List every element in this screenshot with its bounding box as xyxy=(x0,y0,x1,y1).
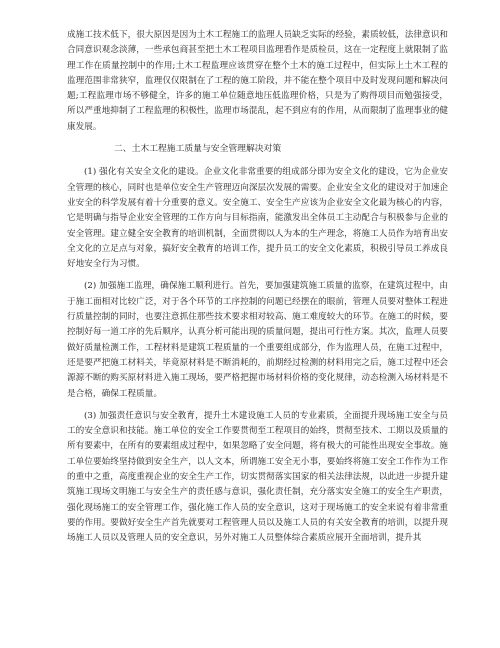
spacer xyxy=(67,157,448,165)
paragraph-3: (3) 加强责任意识与安全教育，提升土木建设施工人员的专业素质，全面提升现场施工安全与员工的安全意识和技能。施工单位的安全工作要贯彻至工程项目的始终，贯彻至技术、工期以及质量的所有要素中，在所有的要素组成过程中，如果忽略了安全问题，将有极大的可能性出现安全事故。施工单位要始终坚持做到安全生产，以人文本，所谓施工安全无小事，要始终将施工安全工作作为工作的重中之重，高度重视企业的安全生产工作，切实贯彻落实国家的相关法律法规，以此进一步提升建筑施工现场文明施工与安全生产的责任感与意识，强化责任制，充分落实安全施工的安全生产职责，强化现场施工的安全管理工作，强化施工作人员的安全意识，这对于现场施工的安全来说有着非常重要的作用。要做好安全生产首先就要对工程管理人员以及施工人员的有关安全教育的培训，以提升现场施工人员以及管理人员的安全意识，另外对施工人员整体综合素质应展开全面培训，提升其 xyxy=(67,410,448,544)
spacer xyxy=(67,135,448,142)
paragraph-1: (1) 强化有关安全文化的建设。企业文化非常重要的组成部分即为安全文化的建设，它为企业安全管理的核心，同时也是单位安全生产管理迈向深层次发展的需要。企业安全文化的建设对于加速企业安全的科学发展有着十分重要的意义。安全施工、安全生产应该为企业安全文化最为核心的内容，它是明确与指导企业安全管理的工作方向与目标指南，能激发出全体员工主动配合与积极参与企业的安全管理。建立健全安全教育的培训机制，全面贯彻以人为本的生产理念，将施工人员作为培育出安全文化的立足点与对象，搞好安全教育的培训工作，提升员工的安全文化素质，积极引导员工养成良好地安全行为习惯。 xyxy=(67,167,448,270)
spacer xyxy=(67,402,448,409)
section-heading: 二、土木工程施工质量与安全管理解决对策 xyxy=(114,144,282,155)
spacer xyxy=(67,272,448,279)
paragraph-2: (2) 加强施工监理，确保施工顺利进行。首先，要加强建筑施工质量的监察，在建筑过程中，由于施工面相对比较广泛，对于各个环节的工序控制的问题已经摆在的眼前，管理人员要对整体工程进行质量控制的同时，也要注意抓住那些技术要求相对较高、施工难度较大的环节。在施工的时候，要控制好每一道工序的先后顺序，认真分析可能出现的质量问题，提出可行性方案。其次，监理人员要做好质量检测工作，工程材料是建筑工程质量的一个重要组成部分，作为监理人员，在施工过程中，还是要严把施工材料关，毕竟原材料是不断消耗的，前期经过检测的材料用完之后，施工过程中还会源源不断的购买原材料进入施工现场，要严格把握市场材料价格的变化规律，动态检测入场材料是不是合格，确保工程质量。 xyxy=(67,281,448,399)
paragraph-continuation: 成施工技术低下，很大原因是因为土木工程施工的监理人员缺乏实际的经验，素质较低，法律意识和合同意识观念淡薄，一些承包商甚至把土木工程项目监理看作是质检员，这在一定程度上就限制了监理工作在质量控制中的作用;土木工程监理应该贯穿在整个土木的施工过程中，但实际上土木工程的监理范围非常狭窄，监理仅仅限制在了工程的施工阶段，并不能在整个项目中及时发现问题和解决问题;工程监理市场不够健全，许多的施工单位随意地压低监理价格，只是为了购得项目而勉强接受，所以严重地抑制了工程监理的积极性，监理市场混乱，起不到应有的作用，从而限制了监理事业的健康发展。 xyxy=(67,30,448,132)
